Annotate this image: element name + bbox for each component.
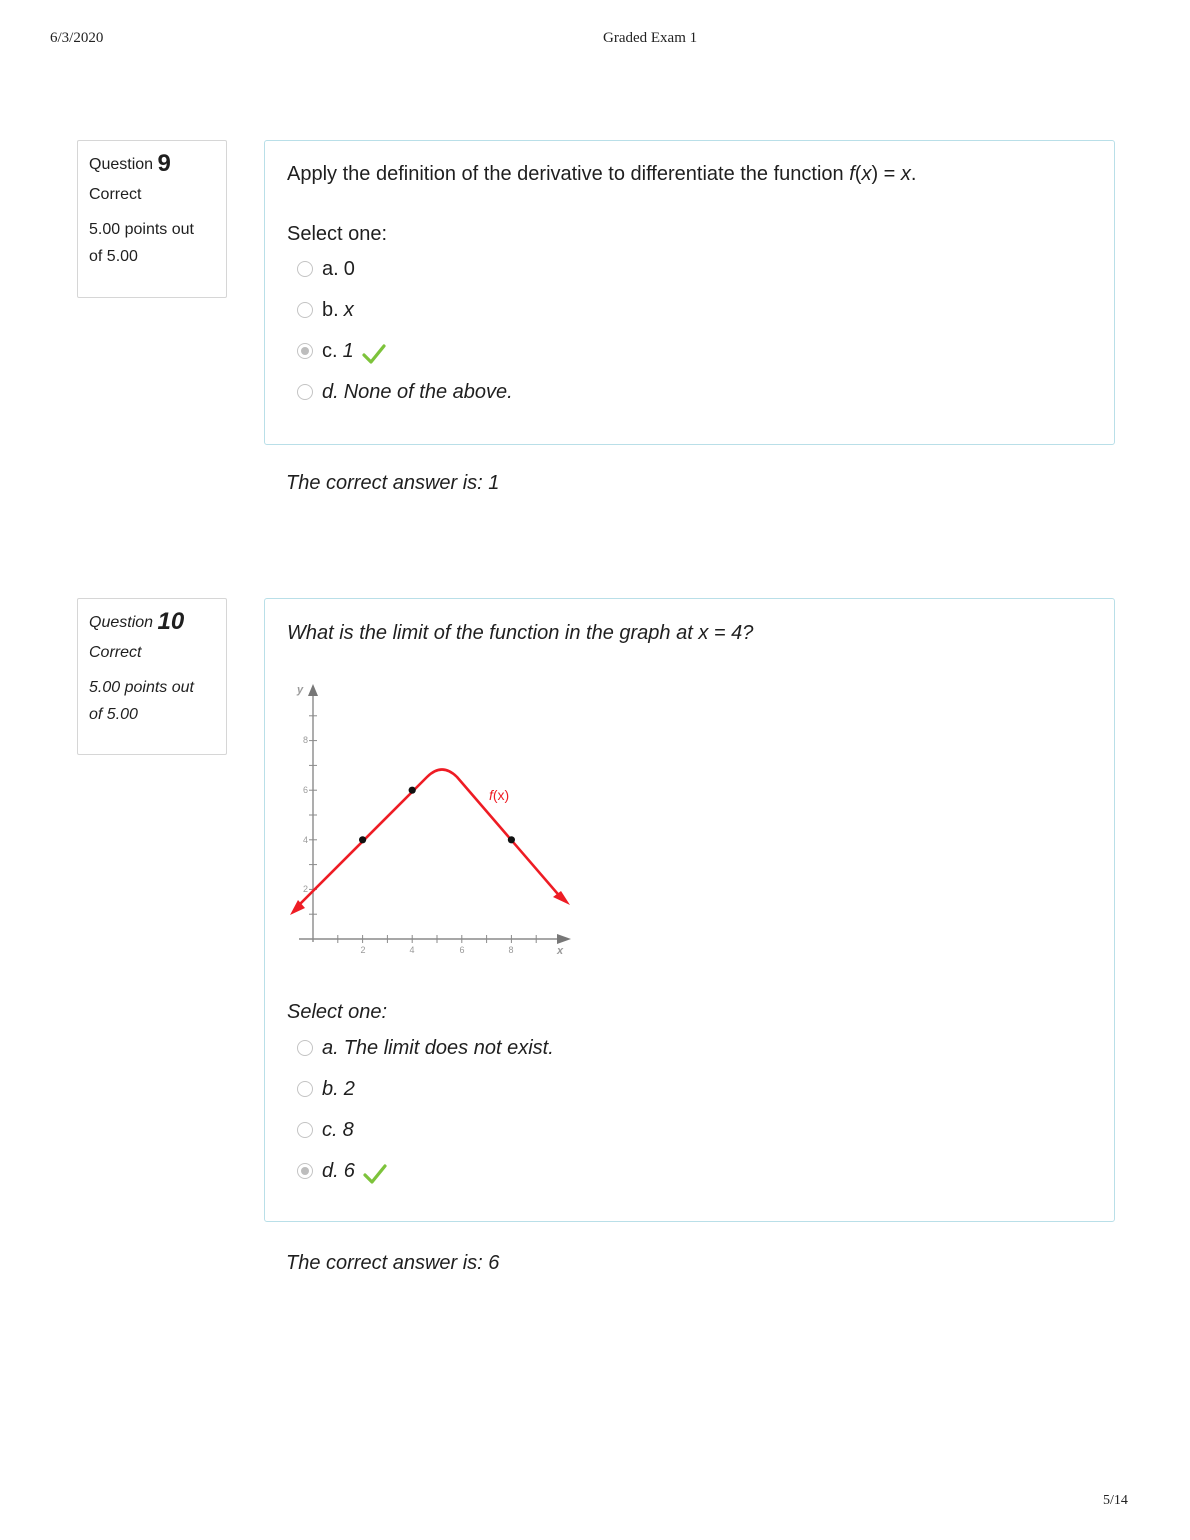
question-grade	[89, 216, 216, 270]
option-letter: b.	[322, 298, 339, 321]
question-state: Correct	[89, 186, 142, 203]
function-graph	[287, 679, 587, 964]
question-info-9	[77, 140, 227, 298]
radio-button[interactable]	[297, 302, 313, 318]
radio-button-selected[interactable]	[297, 343, 313, 359]
answer-option-d[interactable]	[297, 379, 513, 405]
answer-option-c[interactable]	[297, 338, 386, 364]
graph-point	[409, 787, 416, 794]
y-tick-label: 8	[302, 735, 308, 745]
question-label: Question	[89, 614, 154, 631]
select-one-prompt: Select one:	[287, 223, 388, 245]
option-text: x	[343, 298, 354, 321]
option-text: 2	[343, 1077, 355, 1100]
print-date: 6/3/2020	[50, 30, 104, 46]
correct-answer-feedback: The correct answer is: 1	[286, 472, 500, 494]
option-text: 0	[343, 257, 355, 280]
question-info-10	[77, 598, 227, 755]
question-number-line	[89, 151, 216, 178]
x-axis-label: x	[557, 945, 564, 957]
function-curve	[295, 770, 563, 910]
x-tick-label: 6	[459, 945, 465, 955]
correct-answer-feedback: The correct answer is: 6	[286, 1252, 500, 1274]
curve-label	[489, 787, 509, 803]
question-text-paren-close: ) =	[871, 163, 901, 185]
question-number: 10	[157, 608, 185, 635]
answer-option-b[interactable]	[297, 297, 354, 323]
option-text: None of the above.	[343, 380, 513, 403]
radio-button[interactable]	[297, 261, 313, 277]
y-tick-label: 6	[302, 785, 308, 795]
radio-button[interactable]	[297, 1081, 313, 1097]
option-text: The limit does not exist.	[343, 1036, 554, 1059]
question-text-end: .	[910, 163, 917, 185]
answer-option-a[interactable]	[297, 1035, 554, 1061]
option-letter: d.	[322, 380, 339, 403]
option-letter: a.	[322, 257, 339, 280]
option-letter: b.	[322, 1077, 339, 1100]
answer-option-a[interactable]	[297, 256, 355, 282]
question-content-9	[264, 140, 1115, 445]
answer-option-c[interactable]	[297, 1117, 354, 1143]
curve-label-f: f	[489, 787, 493, 803]
correct-check-icon	[363, 1163, 387, 1185]
x-axis-arrow-icon	[557, 934, 571, 944]
option-letter: c.	[322, 339, 338, 362]
y-axis-arrow-icon	[308, 684, 318, 696]
radio-button[interactable]	[297, 384, 313, 400]
grade-line-1: 5.00 points out	[89, 679, 194, 696]
x-tick-label: 2	[360, 945, 366, 955]
answer-option-d[interactable]	[297, 1158, 387, 1184]
question-text: What is the limit of the function in the graph at x = 4?	[287, 622, 754, 644]
correct-check-icon	[362, 343, 386, 365]
radio-button[interactable]	[297, 1122, 313, 1138]
question-number: 9	[157, 150, 171, 177]
radio-button[interactable]	[297, 1040, 313, 1056]
answer-option-b[interactable]	[297, 1076, 355, 1102]
graph-point	[359, 836, 366, 843]
question-content-10	[264, 598, 1115, 1222]
grade-line-1: 5.00 points out	[89, 221, 194, 238]
option-text: 6	[343, 1159, 355, 1182]
question-number-line	[89, 609, 216, 636]
select-one-prompt: Select one:	[287, 1001, 388, 1023]
print-title: Graded Exam 1	[603, 30, 698, 46]
question-label: Question	[89, 156, 154, 173]
y-tick-label: 2	[302, 884, 308, 894]
option-letter: a.	[322, 1036, 339, 1059]
graph-point	[508, 836, 515, 843]
radio-button-selected[interactable]	[297, 1163, 313, 1179]
grade-line-2: of 5.00	[89, 248, 138, 265]
question-text-func: f	[849, 163, 855, 185]
question-grade	[89, 674, 216, 728]
x-tick-label: 8	[508, 945, 514, 955]
x-tick-label: 4	[409, 945, 415, 955]
option-letter: d.	[322, 1159, 339, 1182]
option-letter: c.	[322, 1118, 338, 1141]
question-text-var2: x	[900, 163, 911, 185]
curve-label-x: (x)	[492, 787, 510, 803]
print-page-number: 5/14	[1103, 1493, 1128, 1508]
y-tick-label: 4	[302, 835, 308, 845]
question-state: Correct	[89, 644, 142, 661]
question-text-prefix: Apply the definition of the derivative to differentiate the function	[287, 163, 850, 185]
option-text: 1	[342, 339, 354, 362]
question-text-paren-open: (	[854, 163, 862, 185]
question-text	[287, 163, 916, 186]
axis-tick-labels	[303, 735, 514, 955]
question-text-var: x	[861, 163, 872, 185]
y-axis-label: y	[297, 684, 304, 696]
option-text: 8	[342, 1118, 354, 1141]
grade-line-2: of 5.00	[89, 706, 138, 723]
